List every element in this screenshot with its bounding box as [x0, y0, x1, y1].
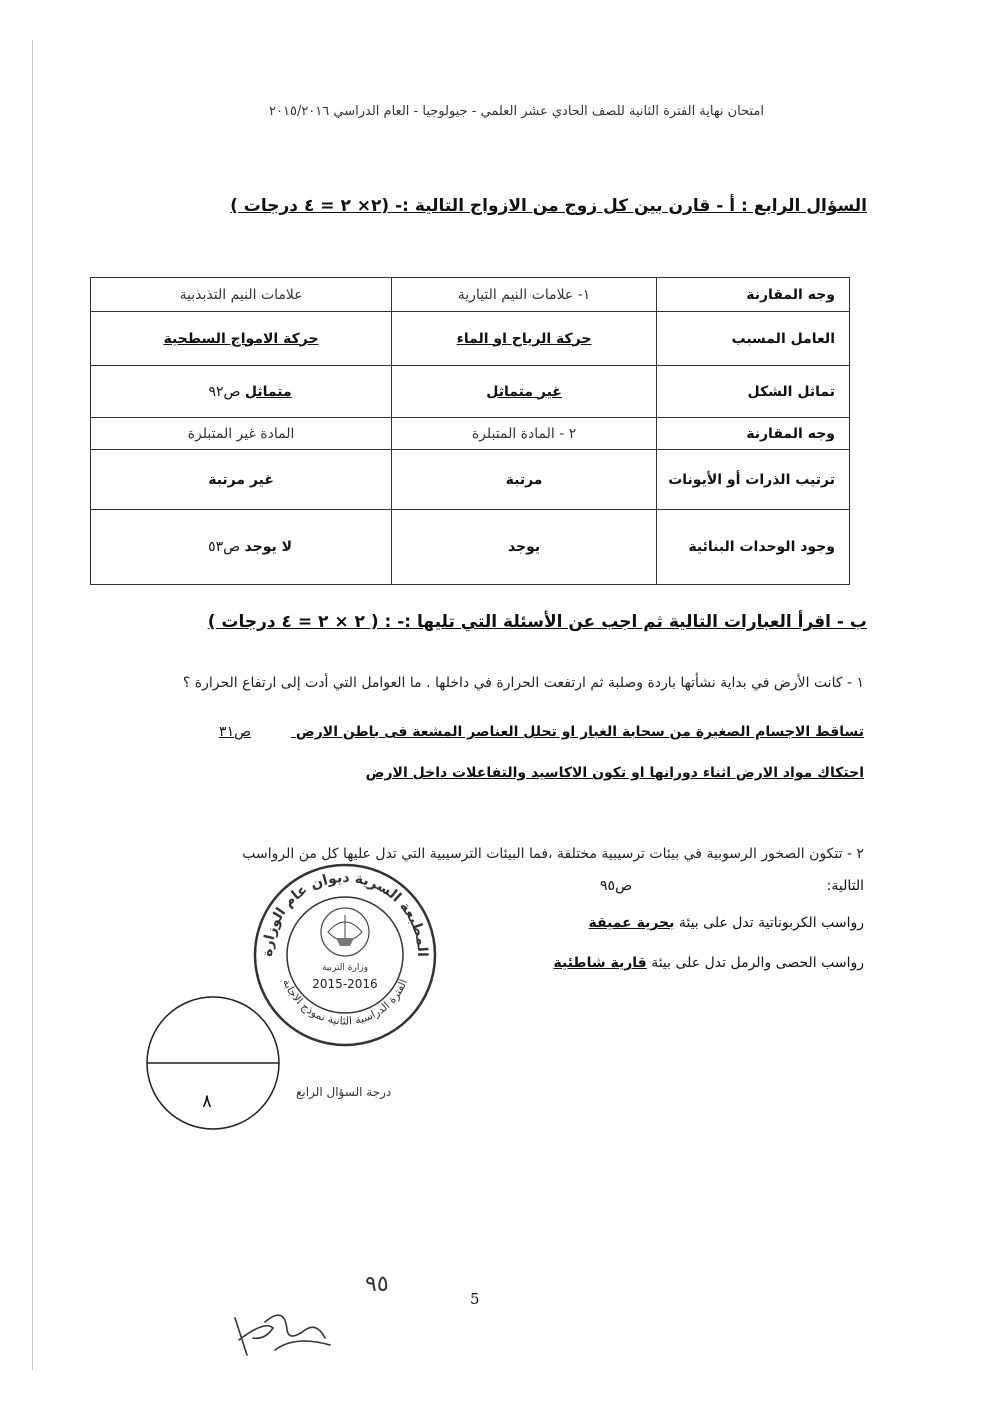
seal-outer-text: المطبعة السرية ديوان عام الوزارة: [259, 869, 431, 958]
partB-q2-text-tail: التالية:: [826, 878, 864, 894]
handwritten-note: ٩٥: [365, 1272, 389, 1297]
partB-q1-answer-2: احتكاك مواد الارض اثناء دورانها او تكون الاكاسيد والتفاعلات داخل الارض: [365, 765, 864, 781]
score-label: درجة السؤال الرابع: [296, 1085, 392, 1099]
table-row: [91, 450, 850, 510]
seal-year: 2015-2016: [312, 977, 378, 991]
row-label: وجه المقارنة: [657, 278, 850, 312]
partB-q2-text: ٢ - تتكون الصخور الرسوبية في بيئات ترسيبية مختلفة ،فما البيئات الترسيبية التي تدل عليها كل من الرواسب: [242, 846, 864, 862]
comparison-table: [90, 277, 850, 585]
answer-text: تساقط الاجسام الصغيرة من سحابة الغبار او تحلل العناصر المشعة فى باطن الارض: [295, 724, 864, 740]
row-label: وجود الوحدات البنائية: [657, 510, 850, 585]
page-ref: ص٩٥: [600, 878, 632, 894]
seal-emblem-text: وزارة التربية: [321, 963, 369, 973]
cell: ٢ - المادة المتبلرة: [392, 418, 657, 450]
partB-q1-answer-1: [144, 724, 864, 740]
line-answer: بحرية عميقة: [588, 915, 675, 931]
score-value: ٨: [202, 1091, 212, 1112]
cell: علامات النيم التذبذبية: [91, 278, 392, 312]
partB-q2-line-a: [464, 915, 864, 931]
cell: المادة غير المتبلرة: [91, 418, 392, 450]
cell: مرتبة: [392, 450, 657, 510]
partB-q1-text: ١ - كانت الأرض في بداية نشأتها باردة وصلبة ثم ارتفعت الحرارة في داخلها . ما العوامل التي أدت إلى ارتفاع الحرارة ؟: [182, 675, 864, 691]
cell: [91, 510, 392, 585]
partB-title: ب - اقرأ العبارات التالية ثم اجب عن الأسئلة التي تليها :- : ( ٢ × ٢ = ٤ درجات ): [207, 612, 867, 632]
table-row: [91, 510, 850, 585]
cell: ١- علامات النيم التيارية: [392, 278, 657, 312]
cell: غير متماثل: [392, 366, 657, 418]
row-label: تماثل الشكل: [657, 366, 850, 418]
exam-header: امتحان نهاية الفترة الثانية للصف الحادي عشر العلمي - جيولوجيا - العام الدراسي ٢٠١٥/٢٠١٦: [269, 104, 764, 119]
page-ref: ص٣١: [219, 724, 252, 740]
table-row: [91, 278, 850, 312]
cell: يوجد: [392, 510, 657, 585]
line-answer: قارية شاطئية: [553, 955, 647, 971]
row-label: ترتيب الذرات أو الأيونات: [657, 450, 850, 510]
kuwait-emblem-icon: [321, 908, 369, 956]
table-row: [91, 366, 850, 418]
page-number: 5: [470, 1290, 480, 1308]
cell-answer: متماثل: [244, 383, 292, 400]
scan-edge-line: [32, 40, 33, 1370]
signature-icon: [225, 1300, 335, 1360]
table-row: [91, 418, 850, 450]
cell: [91, 366, 392, 418]
line-prefix: رواسب الكربوناتية تدل على بيئة: [678, 915, 864, 931]
table-row: [91, 312, 850, 366]
line-prefix: رواسب الحصى والرمل تدل على بيئة: [651, 955, 864, 971]
cell-answer: لا يوجد: [244, 539, 293, 555]
row-label: وجه المقارنة: [657, 418, 850, 450]
page-ref: ص٩٢: [208, 383, 241, 400]
cell: حركة الرياح او الماء: [392, 312, 657, 366]
cell: حركة الامواج السطحية: [91, 312, 392, 366]
score-circle: [145, 995, 281, 1131]
question4-title: السؤال الرابع : أ - قارن بين كل زوج من الازواج التالية :- (٢× ٢ = ٤ درجات ): [230, 196, 867, 216]
row-label: العامل المسبب: [657, 312, 850, 366]
seal-inner-text: الفترة الدراسية الثانية نموذج الاجابة: [280, 977, 410, 1028]
cell: غير مرتبة: [91, 450, 392, 510]
partB-q2-line-b: [464, 955, 864, 971]
page-ref: ص٥٣: [208, 539, 241, 555]
